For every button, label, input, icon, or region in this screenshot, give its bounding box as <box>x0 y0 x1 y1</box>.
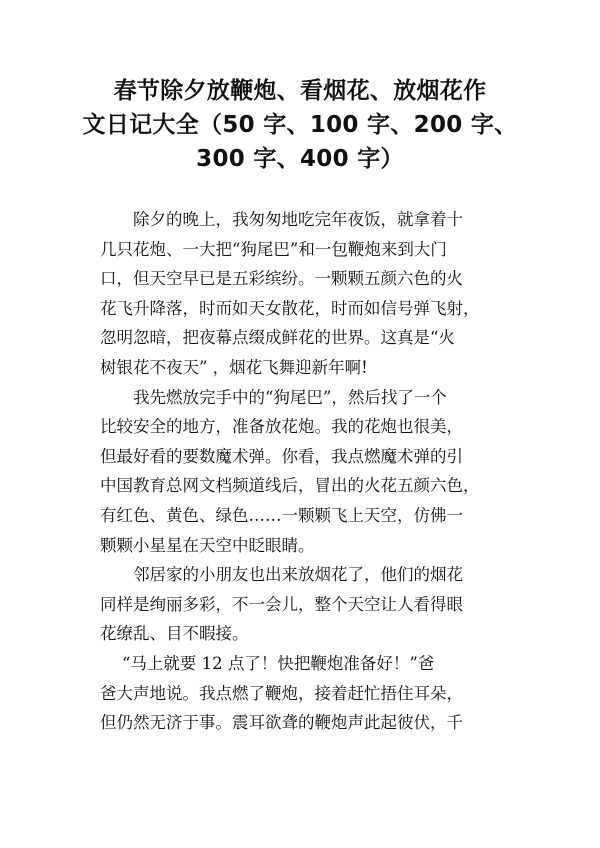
paragraph-3 <box>100 560 510 649</box>
document-title <box>60 74 540 176</box>
paragraph-line: 几只花炮、一大把“狗尾巴”和一包鞭炮来到大门 <box>100 239 447 259</box>
paragraph-line: 忽明忽暗，把夜幕点缀成鲜花的世界。这真是“火 <box>100 328 455 348</box>
paragraph-line: 我先燃放完手中的“狗尾巴”，然后找了一个 <box>133 387 447 407</box>
paragraph-line: 树银花不夜天” ，烟花飞舞迎新年啊! <box>100 357 368 377</box>
paragraph-2 <box>100 383 510 561</box>
paragraph-4 <box>100 649 510 738</box>
paragraph-line: 邻居家的小朋友也出来放烟花了，他们的烟花 <box>133 565 463 585</box>
paragraph-line: 花飞升降落，时而如天女散花，时而如信号弹飞射， <box>100 298 480 318</box>
paragraph-line: 颗颗小星星在天空中眨眼睛。 <box>100 535 315 555</box>
paragraph-line: 但最好看的要数魔术弹。你看，我点燃魔术弹的引 <box>100 446 463 466</box>
paragraph-line: 比较安全的地方，准备放花炮。我的花炮也很美， <box>100 417 463 437</box>
paragraph-line: 除夕的晚上，我匆匆地吃完年夜饭，就拿着十 <box>133 210 463 229</box>
title-line-1: 春节除夕放鞭炮、看烟花、放烟花作 <box>113 78 487 104</box>
paragraph-line: “马上就要 12 点了！快把鞭炮准备好！”爸 <box>122 653 435 673</box>
paragraph-line: 花缭乱、目不暇接。 <box>100 624 249 644</box>
document-body <box>100 205 510 738</box>
paragraph-line: 口，但天空早已是五彩缤纷。一颗颗五颜六色的火 <box>100 269 463 289</box>
paragraph-line: 同样是绚丽多彩，不一会儿，整个天空让人看得眼 <box>100 594 463 614</box>
paragraph-line: 中国教育总网文档频道线后，冒出的火花五颜六色， <box>100 476 480 496</box>
paragraph-line: 但仍然无济于事。震耳欲聋的鞭炮声此起彼伏，千 <box>100 713 463 733</box>
paragraph-line: 爸大声地说。我点燃了鞭炮，接着赶忙捂住耳朵， <box>100 683 463 703</box>
paragraph-1 <box>100 205 510 383</box>
title-line-2: 文日记大全（50 字、100 字、200 字、 <box>82 112 518 138</box>
title-line-3: 300 字、400 字） <box>196 146 404 172</box>
paragraph-line: 有红色、黄色、绿色……一颗颗飞上天空，仿佛一 <box>100 505 463 525</box>
